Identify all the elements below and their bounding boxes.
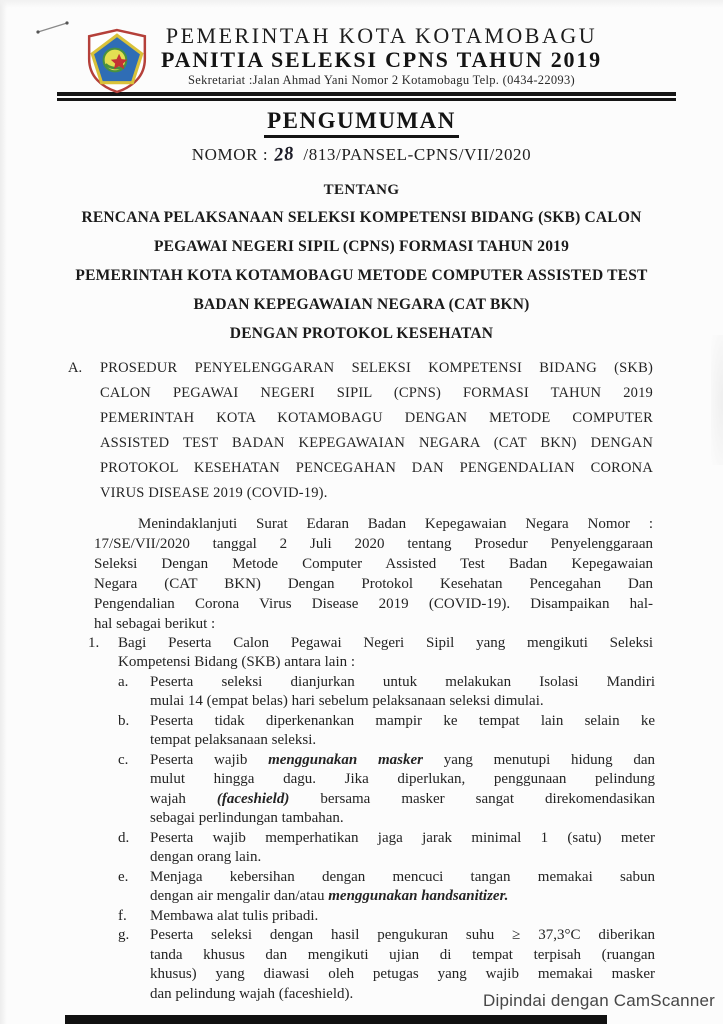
subject-title-line: DENGAN PROTOKOL KESEHATAN xyxy=(229,324,494,342)
item-letter: b. xyxy=(118,712,130,729)
text-line: tempat pelaksanaan seleksi. xyxy=(150,732,317,748)
text-line: CALON PEGAWAI NEGERI SIPIL (CPNS) FORMASI TAHUN 2019 xyxy=(100,384,653,401)
text-line: wajah (faceshield) bersama masker sangat direkomendasikan xyxy=(150,790,655,807)
item-number: 1. xyxy=(88,634,100,651)
scan-artifact-bar xyxy=(65,1015,607,1024)
text-line: PROSEDUR PENYELENGGARAN SELEKSI KOMPETENSI BIDANG (SKB) xyxy=(100,359,653,376)
government-name: PEMERINTAH KOTA KOTAMOBAGU xyxy=(165,23,598,48)
text-line: Kompetensi Bidang (SKB) antara lain : xyxy=(118,654,356,670)
text-line: Peserta wajib menggunakan masker yang menutupi hidung dan xyxy=(150,751,656,768)
camscanner-watermark: Dipindai dengan CamScanner xyxy=(482,991,715,1010)
section-a xyxy=(68,356,653,506)
opening-paragraph xyxy=(94,514,653,634)
number-suffix: /813/PANSEL-CPNS/VII/2020 xyxy=(303,144,532,164)
document-number-line xyxy=(0,144,723,166)
text-line: Menindaklanjuti Surat Edaran Badan Kepegawaian Negara Nomor : xyxy=(138,515,653,532)
text-line: Bagi Peserta Calon Pegawai Negeri Sipil yang mengikuti Seleksi xyxy=(118,634,653,651)
item-letter: e. xyxy=(118,868,129,885)
secretariat-address: Sekretariat :Jalan Ahmad Yani Nomor 2 Kotamobagu Telp. (0434-22093) xyxy=(188,73,575,87)
subject-title xyxy=(0,203,723,348)
text-line: Seleksi Dengan Metode Computer Assisted Test Badan Kepegawaian xyxy=(94,555,653,572)
city-emblem-icon xyxy=(84,28,150,94)
subject-title-line: PEMERINTAH KOTA KOTAMOBAGU METODE COMPUTER ASSISTED TEST xyxy=(75,266,648,284)
emphasized-text: menggunakan handsanitizer. xyxy=(328,888,509,904)
scan-edge-shadow-top xyxy=(0,0,723,8)
text-line: dan pelindung wajah (faceshield). xyxy=(150,985,354,1002)
sub-item-f xyxy=(118,907,655,927)
announcement-heading-text: PENGUMUMAN xyxy=(264,108,459,138)
text-line: Peserta wajib memperhatikan jaga jarak minimal 1 (satu) meter xyxy=(150,829,655,846)
text-line: VIRUS DISEASE 2019 (COVID-19). xyxy=(100,484,328,501)
text-line: ASSISTED TEST BADAN KEPEGAWAIAN NEGARA (CAT BKN) DENGAN xyxy=(100,434,653,451)
letterhead-text xyxy=(90,24,673,88)
subject-title-line: PEGAWAI NEGERI SIPIL (CPNS) FORMASI TAHUN 2019 xyxy=(153,237,570,255)
text-line: Peserta seleksi dengan hasil pengukuran suhu ≥ 37,3°C diberikan xyxy=(150,927,655,943)
text-line: Menjaga kebersihan dengan mencuci tangan memakai sabun xyxy=(150,868,655,885)
emphasized-text: (faceshield) xyxy=(216,790,290,807)
list-item-1 xyxy=(88,634,653,673)
item-letter: a. xyxy=(118,673,129,690)
text-line: Membawa alat tulis pribadi. xyxy=(150,907,319,924)
sub-item-b xyxy=(118,712,655,751)
scan-edge-shadow-left xyxy=(0,0,7,1024)
text-line: sebagai perlindungan tambahan. xyxy=(150,810,344,826)
pen-mark xyxy=(36,20,70,36)
subject-title-line: RENCANA PELAKSANAAN SELEKSI KOMPETENSI BIDANG (SKB) CALON xyxy=(81,208,642,226)
committee-name: PANITIA SELEKSI CPNS TAHUN 2019 xyxy=(161,47,602,72)
sub-item-d xyxy=(118,829,655,868)
about-label: TENTANG xyxy=(323,181,400,198)
section-a-label: A. xyxy=(68,359,83,376)
item-letter: f. xyxy=(118,907,127,924)
announcement-heading xyxy=(0,108,723,138)
text-line: 17/SE/VII/2020 tanggal 2 Juli 2020 tentang Prosedur Penyelenggaraan xyxy=(94,535,653,552)
text-line: tanda khusus dan mengikuti ujian di tempat terpisah (ruangan xyxy=(150,946,655,963)
text-line: Peserta seleksi dianjurkan untuk melakukan Isolasi Mandiri xyxy=(150,673,655,690)
subject-title-line: BADAN KEPEGAWAIAN NEGARA (CAT BKN) xyxy=(193,295,530,313)
handwritten-number: 28 xyxy=(273,142,296,166)
text-line: Negara (CAT BKN) Dengan Protokol Kesehatan Pencegahan Dan xyxy=(94,575,653,592)
item-letter: g. xyxy=(118,927,130,943)
text-line: PEMERINTAH KOTA KOTAMOBAGU DENGAN METODE COMPUTER xyxy=(100,409,653,426)
sub-item-a xyxy=(118,673,655,712)
text-line: mulai 14 (empat belas) hari sebelum pelaksanaan seleksi dimulai. xyxy=(150,693,544,709)
item-letter: c. xyxy=(118,751,129,768)
emphasized-text: menggunakan masker xyxy=(268,751,423,768)
letterhead xyxy=(0,24,723,101)
sub-item-e xyxy=(118,868,655,907)
text-line: hal sebagai berikut : xyxy=(94,615,216,632)
text-line: mulut hingga dagu. Jika diperlukan, penggunaan pelindung xyxy=(150,771,655,787)
sub-item-c xyxy=(118,751,655,829)
number-prefix: NOMOR : xyxy=(191,144,269,164)
text-line: Peserta tidak diperkenankan mampir ke tempat lain selain ke xyxy=(150,712,655,729)
text-line: PROTOKOL KESEHATAN PENCEGAHAN DAN PENGENDALIAN CORONA xyxy=(100,459,653,476)
text-line: dengan orang lain. xyxy=(150,849,262,865)
text-line: dengan air mengalir dan/atau menggunakan handsanitizer. xyxy=(150,888,509,904)
text-line: Pengendalian Corona Virus Disease 2019 (COVID-19). Disampaikan hal- xyxy=(94,595,653,612)
text-line: khusus) yang diawasi oleh petugas yang wajib memakai masker xyxy=(150,966,655,982)
scan-smudge xyxy=(711,335,723,465)
item-letter: d. xyxy=(118,829,130,846)
